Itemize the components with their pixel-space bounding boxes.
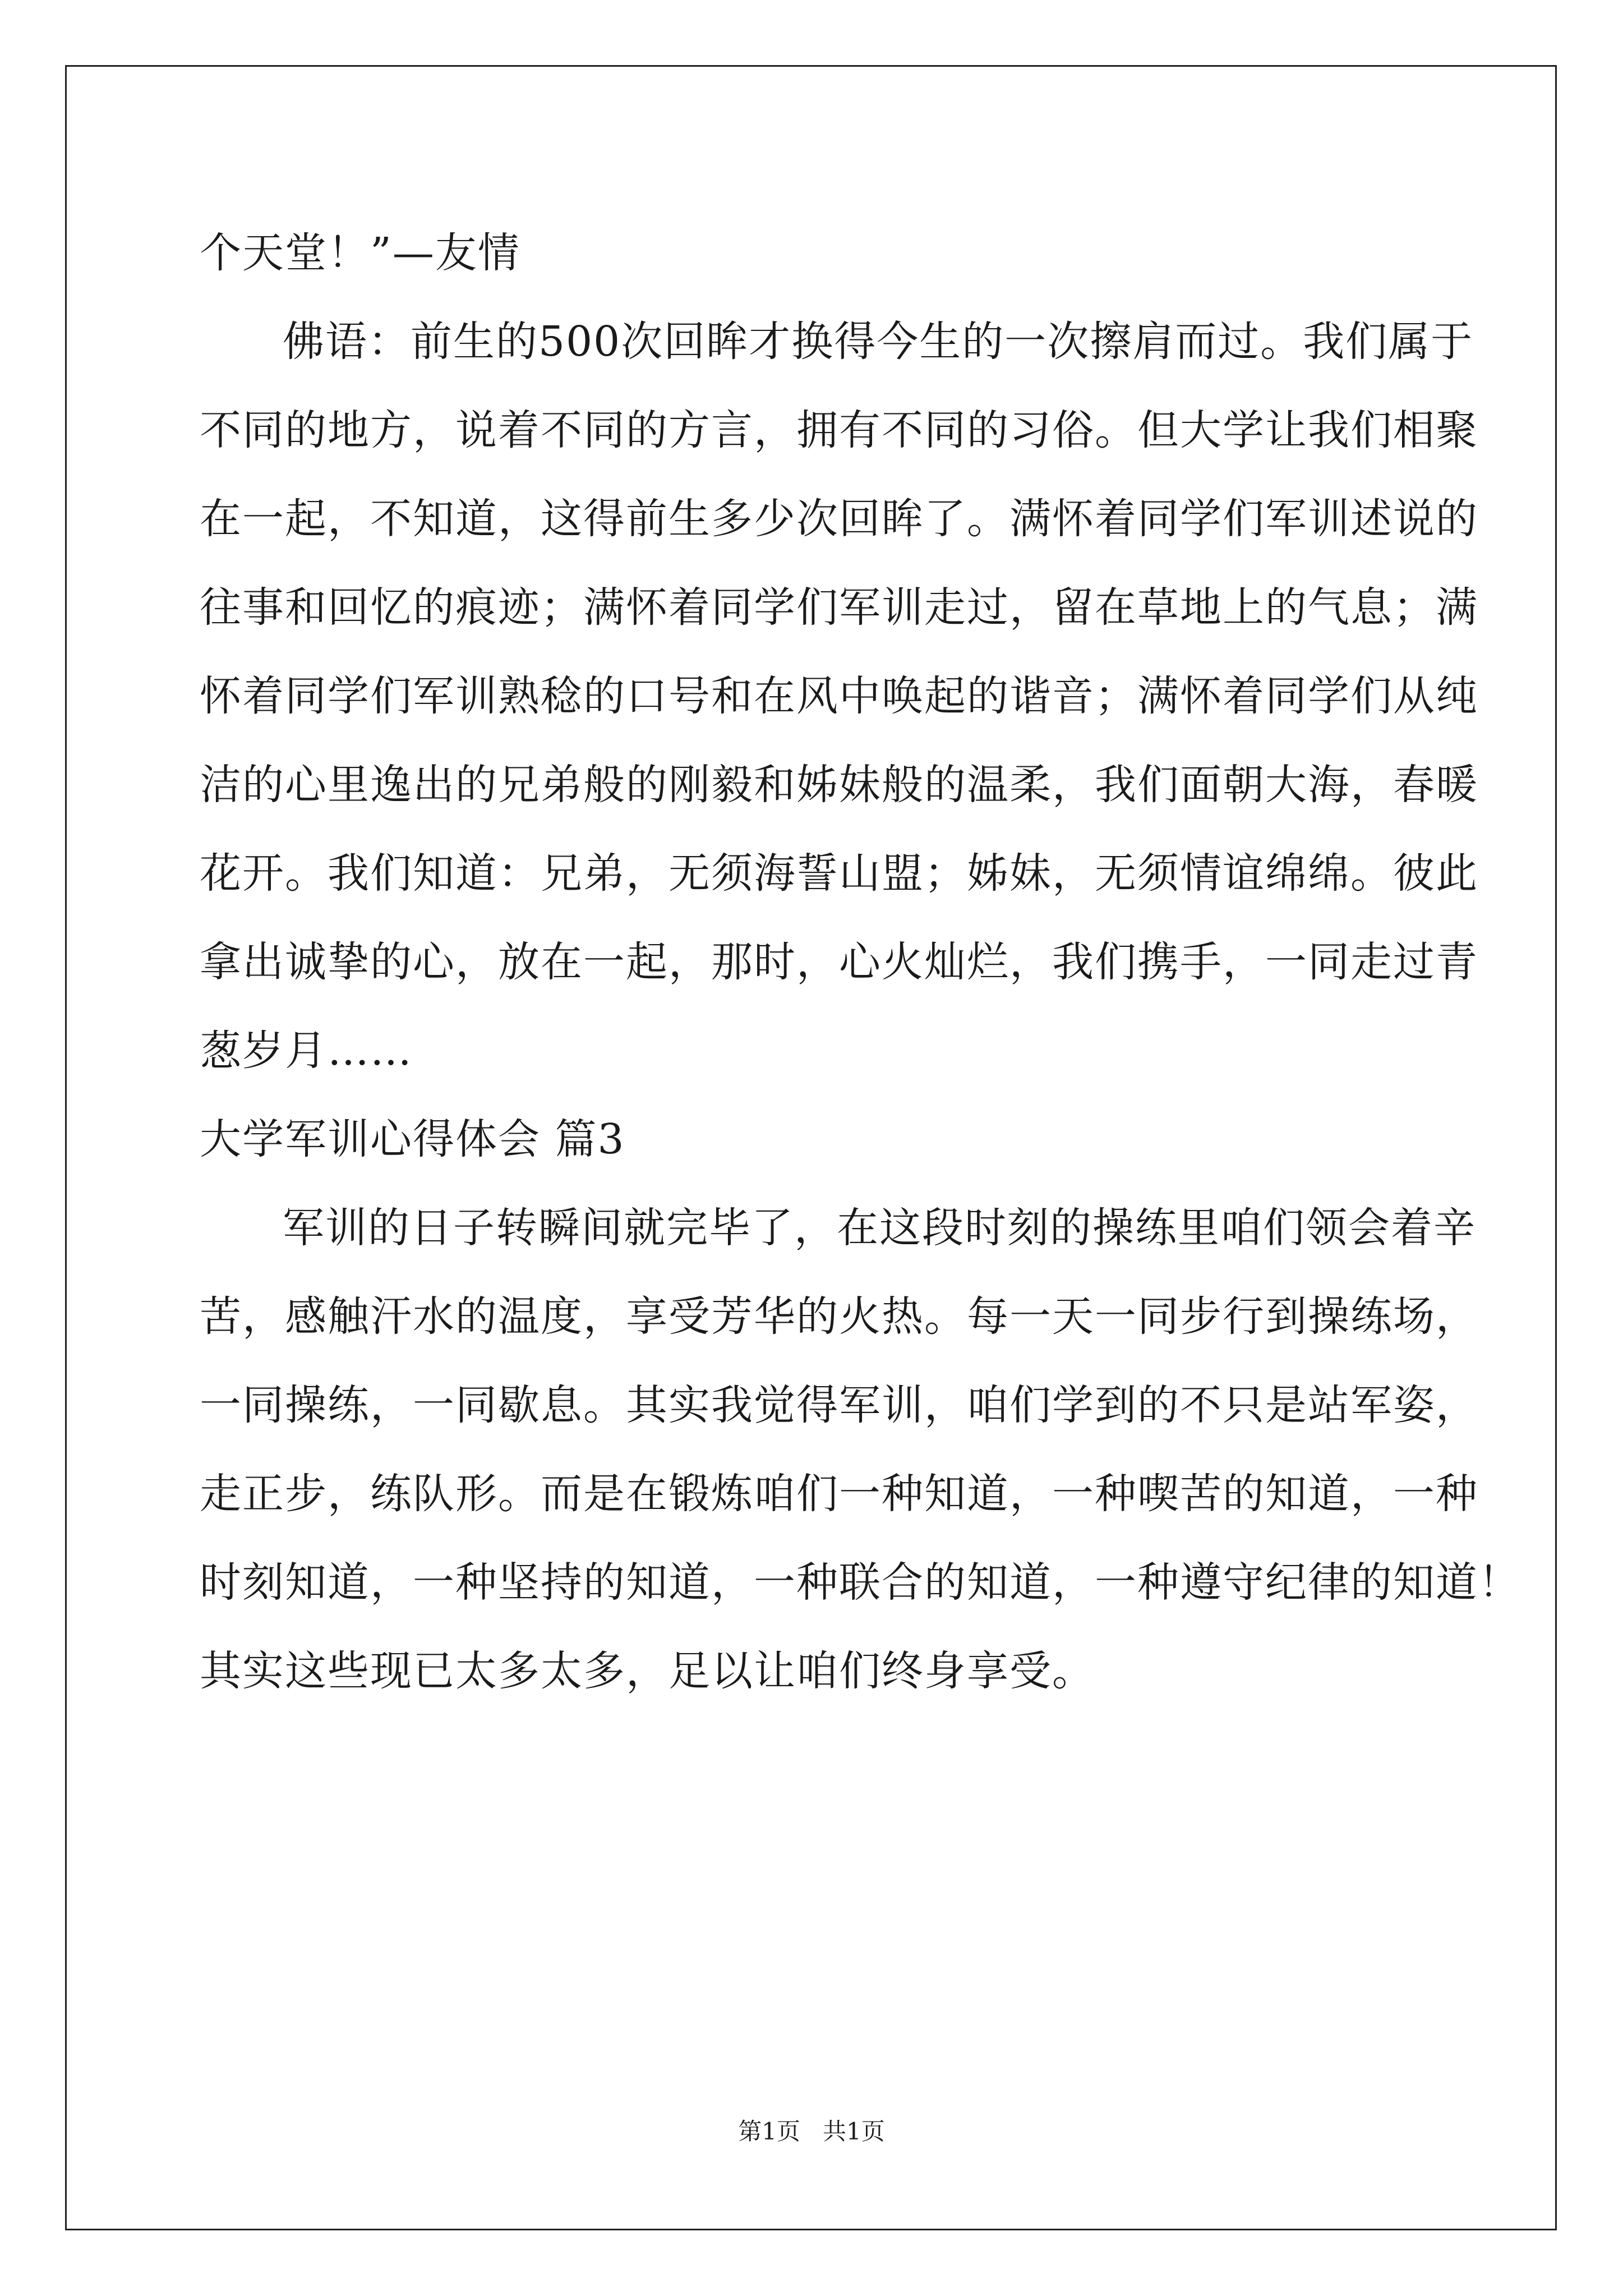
page-number-total: 共1页 <box>823 2118 885 2145</box>
text-line: 洁的心里逸出的兄弟般的刚毅和姊妹般的温柔，我们面朝大海，春暖 <box>200 761 1478 809</box>
text-line: 花开。我们知道：兄弟，无须海誓山盟；姊妹，无须情谊绵绵。彼此 <box>200 849 1478 898</box>
section-heading: 大学军训心得体会 篇3 <box>200 1115 625 1163</box>
text-line: 往事和回忆的痕迹；满怀着同学们军训走过，留在草地上的气息；满 <box>200 583 1478 632</box>
text-line: 走正步，练队形。而是在锻炼咱们一种知道，一种喫苦的知道，一种 <box>200 1470 1478 1518</box>
paragraph-start-line: 佛语：前生的500次回眸才换得今生的一次擦肩而过。我们属于 <box>283 318 1474 366</box>
text-line: 一同操练，一同歇息。其实我觉得军训，咱们学到的不只是站军姿， <box>200 1381 1478 1429</box>
text-line: 在一起，不知道，这得前生多少次回眸了。满怀着同学们军训述说的 <box>200 495 1478 543</box>
text-line: 拿出诚挚的心，放在一起，那时，心火灿烂，我们携手，一同走过青 <box>200 938 1478 986</box>
text-line: 个天堂！”—友情 <box>200 229 520 277</box>
page-number-current: 第1页 <box>738 2118 800 2145</box>
text-line: 其实这些现已太多太多，足以让咱们终身享受。 <box>200 1647 1095 1695</box>
text-line: 葱岁月…… <box>200 1027 413 1075</box>
text-line: 苦，感触汗水的温度，享受芳华的火热。每一天一同步行到操练场， <box>200 1292 1478 1341</box>
paragraph-start-line: 军训的日子转瞬间就完毕了，在这段时刻的操练里咱们领会着辛 <box>283 1204 1476 1252</box>
document-body <box>200 209 1521 1715</box>
text-line: 怀着同学们军训熟稔的口号和在风中唤起的谐音；满怀着同学们从纯 <box>200 672 1478 720</box>
text-line: 不同的地方，说着不同的方言，拥有不同的习俗。但大学让我们相聚 <box>200 406 1478 454</box>
page-footer <box>0 2115 1623 2148</box>
text-line: 时刻知道，一种坚持的知道，一种联合的知道，一种遵守纪律的知道！ <box>200 1558 1521 1607</box>
